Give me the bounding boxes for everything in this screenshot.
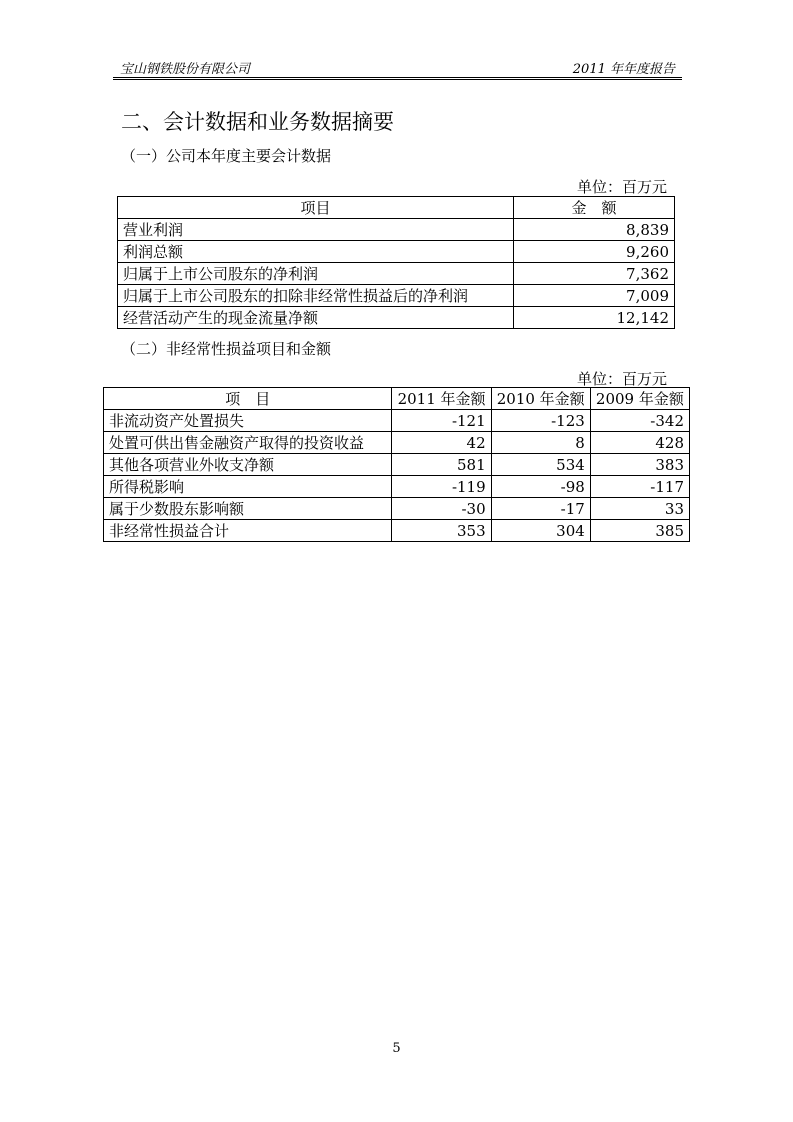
table-row (104, 432, 690, 454)
non-recurring-items-table (103, 387, 690, 542)
row-value: 7,362 (514, 263, 675, 285)
row-label: 其他各项营业外收支净额 (104, 454, 392, 476)
value-2010: 534 (491, 454, 590, 476)
section-title: 二、会计数据和业务数据摘要 (121, 110, 394, 134)
header-company: 宝山钢铁股份有限公司 (120, 62, 251, 77)
row-label: 营业利润 (118, 219, 514, 241)
table-row (104, 454, 690, 476)
unit-label-1: 单位：百万元 (577, 178, 668, 196)
accounting-data-table (117, 196, 675, 329)
table-row (118, 241, 675, 263)
table-header-row (104, 388, 690, 410)
value-2010: -123 (491, 410, 590, 432)
table-row (104, 410, 690, 432)
header-rule-double (113, 79, 682, 80)
value-2011: 353 (392, 520, 491, 542)
table-row (118, 263, 675, 285)
value-2011: 581 (392, 454, 491, 476)
value-2011: -121 (392, 410, 491, 432)
row-label: 非经常性损益合计 (104, 520, 392, 542)
value-2009: 33 (590, 498, 689, 520)
subsection-title-2: （二）非经常性损益项目和金额 (121, 340, 332, 358)
column-header-item: 项目 (118, 197, 514, 219)
value-2009: -117 (590, 476, 689, 498)
column-header-amount: 金 额 (514, 197, 675, 219)
row-value: 8,839 (514, 219, 675, 241)
table-row (118, 219, 675, 241)
value-2011: -119 (392, 476, 491, 498)
value-2009: 385 (590, 520, 689, 542)
value-2010: -17 (491, 498, 590, 520)
row-value: 12,142 (514, 307, 675, 329)
row-label: 所得税影响 (104, 476, 392, 498)
table-row (104, 498, 690, 520)
value-2010: 8 (491, 432, 590, 454)
table-row (104, 476, 690, 498)
value-2011: 42 (392, 432, 491, 454)
row-value: 9,260 (514, 241, 675, 263)
table-row (118, 285, 675, 307)
value-2010: 304 (491, 520, 590, 542)
value-2009: 383 (590, 454, 689, 476)
header-rule (113, 77, 682, 78)
column-header-2011: 2011 年金额 (392, 388, 491, 410)
row-value: 7,009 (514, 285, 675, 307)
table-header-row (118, 197, 675, 219)
row-label: 利润总额 (118, 241, 514, 263)
page-number: 5 (392, 1041, 401, 1056)
value-2009: 428 (590, 432, 689, 454)
row-label: 属于少数股东影响额 (104, 498, 392, 520)
column-header-2009: 2009 年金额 (590, 388, 689, 410)
value-2010: -98 (491, 476, 590, 498)
table-row (104, 520, 690, 542)
row-label: 经营活动产生的现金流量净额 (118, 307, 514, 329)
table-row (118, 307, 675, 329)
column-header-2010: 2010 年金额 (491, 388, 590, 410)
header-report-title: 2011 年年度报告 (572, 62, 675, 77)
row-label: 非流动资产处置损失 (104, 410, 392, 432)
value-2009: -342 (590, 410, 689, 432)
column-header-item: 项 目 (104, 388, 392, 410)
subsection-title-1: （一）公司本年度主要会计数据 (121, 147, 332, 165)
row-label: 归属于上市公司股东的扣除非经常性损益后的净利润 (118, 285, 514, 307)
row-label: 归属于上市公司股东的净利润 (118, 263, 514, 285)
value-2011: -30 (392, 498, 491, 520)
unit-label-2: 单位：百万元 (577, 370, 668, 388)
row-label: 处置可供出售金融资产取得的投资收益 (104, 432, 392, 454)
